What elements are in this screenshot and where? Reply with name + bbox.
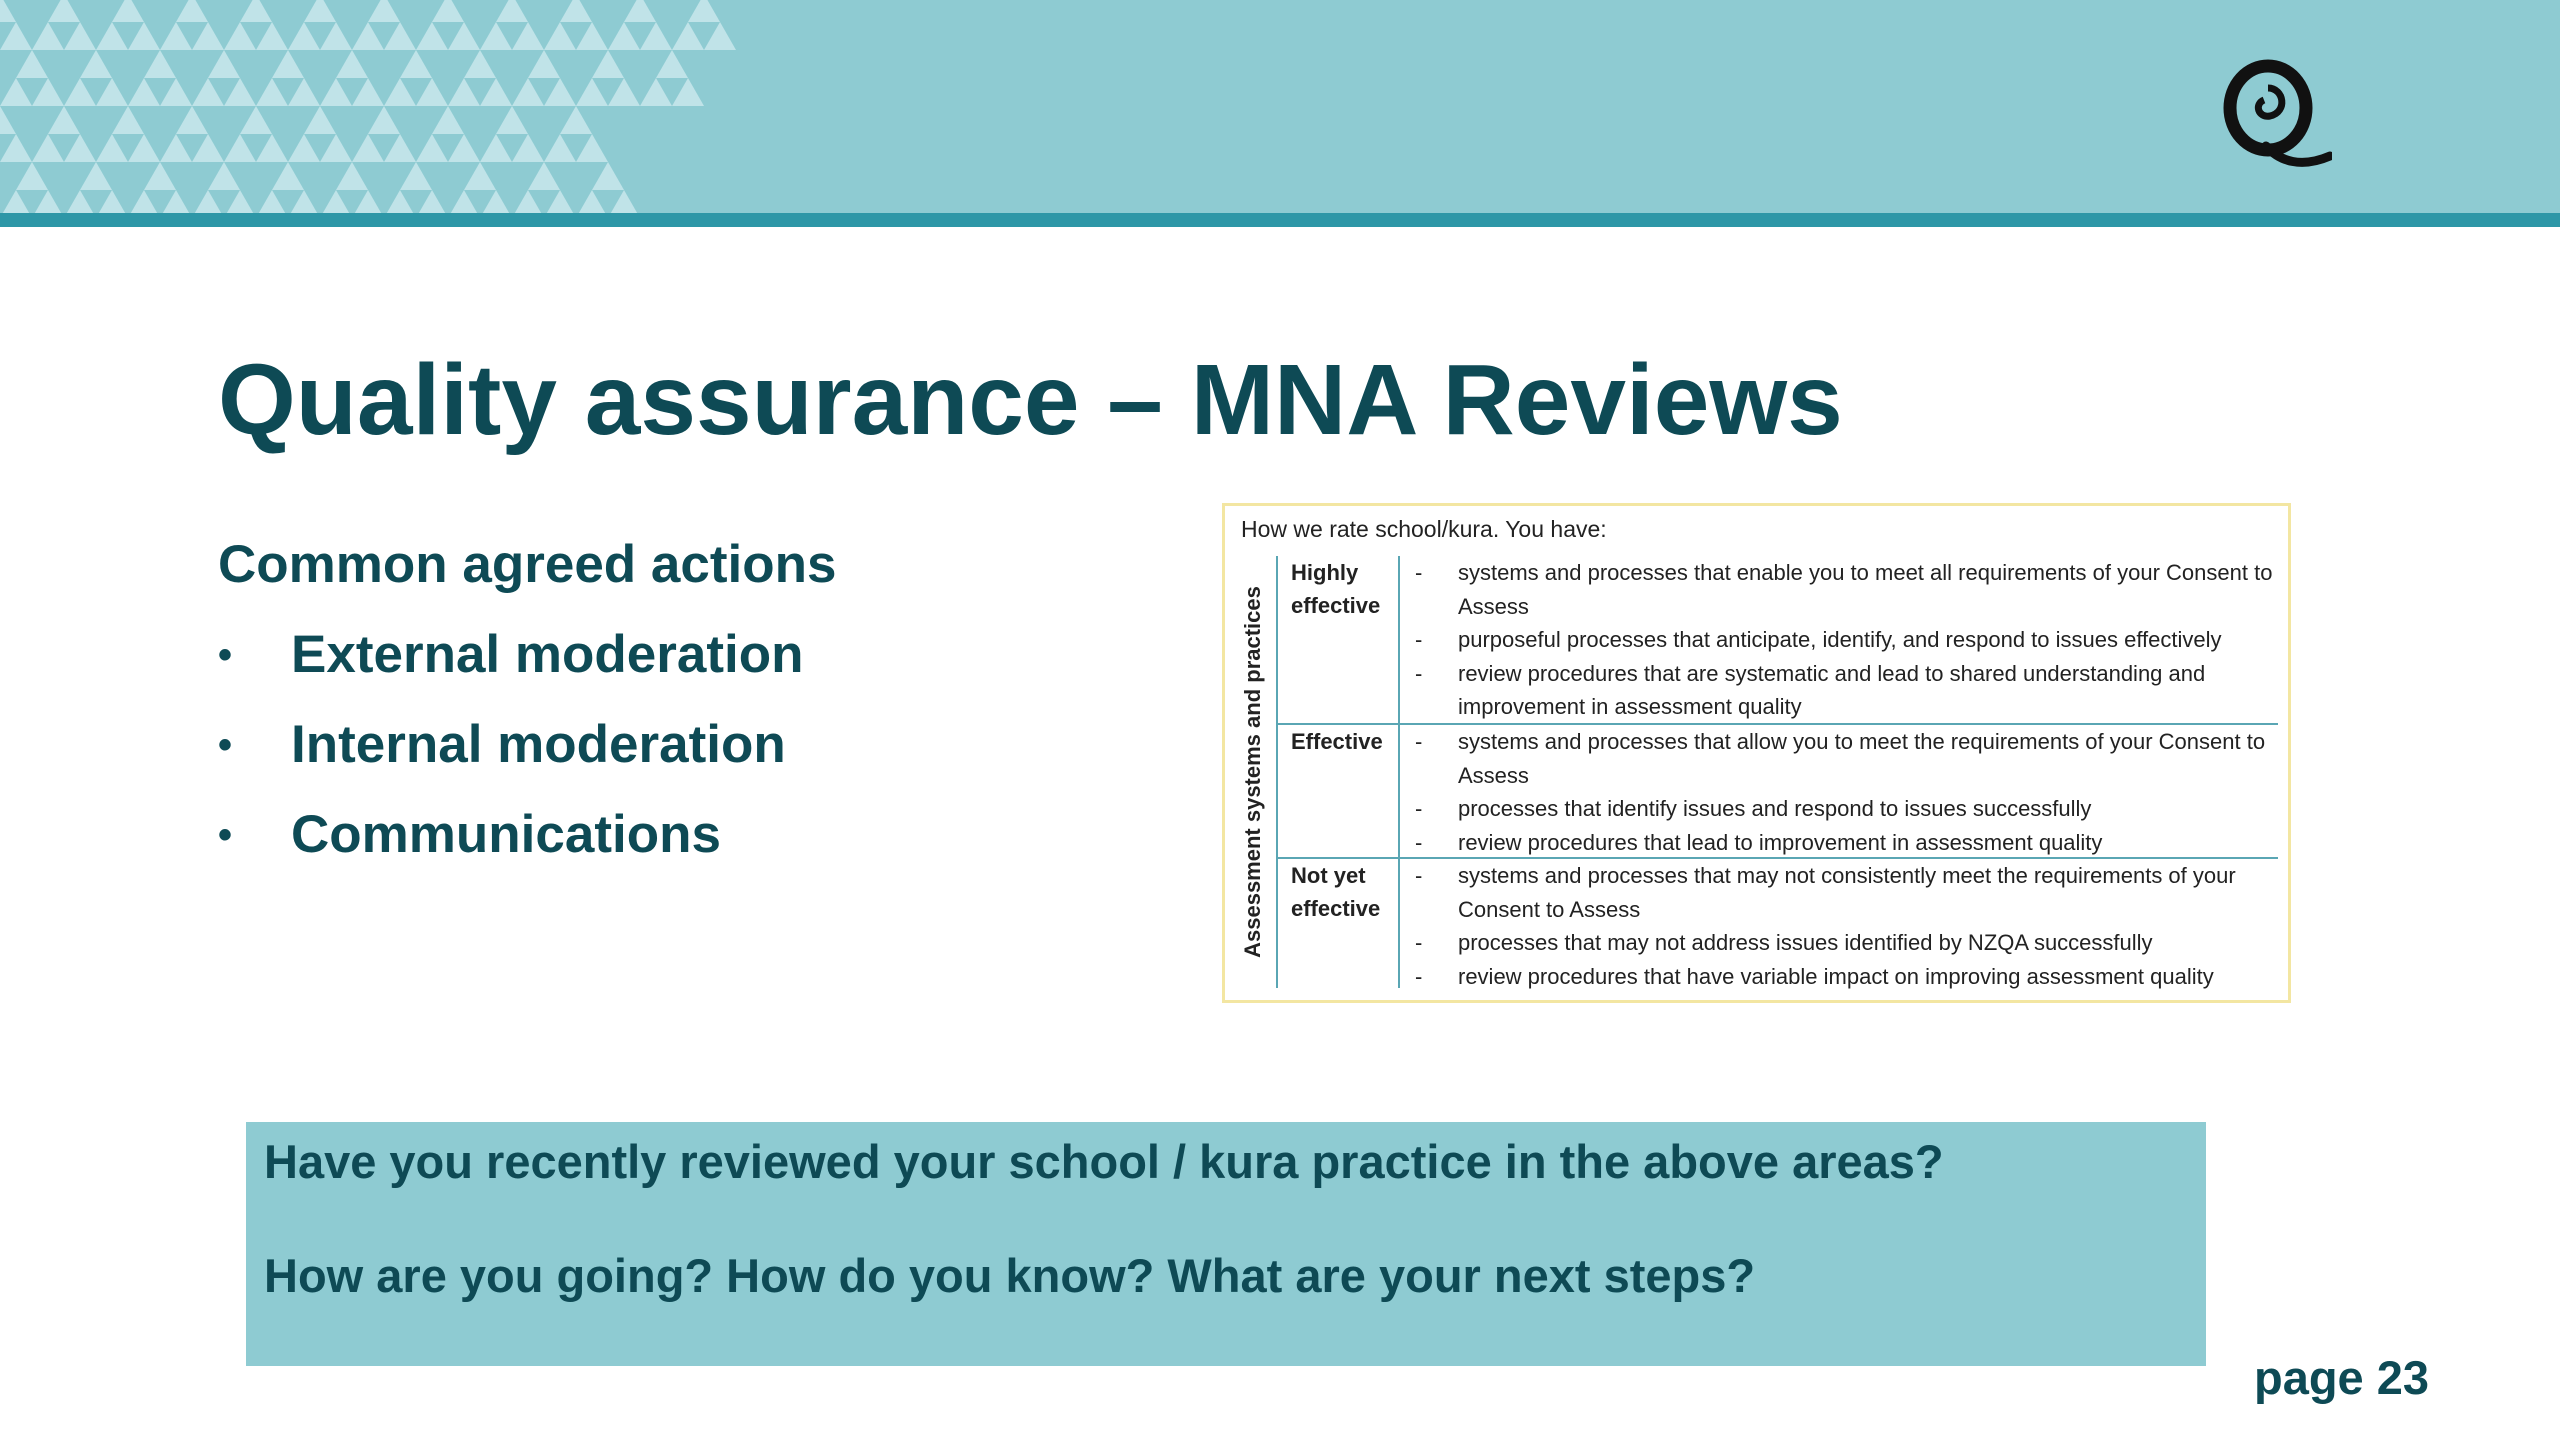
header-band — [0, 0, 2560, 213]
level-name-highly-effective: Highly effective — [1291, 560, 1381, 618]
list-item-label: Communications — [291, 805, 721, 864]
level-descriptions-highly-effective — [1415, 556, 2275, 724]
list-item: - review procedures that are systematic and lead to shared understanding and improvement in assessment quality — [1415, 660, 2206, 719]
question-text: How are you going? How do you know? What are your next steps? — [264, 1249, 1756, 1302]
list-item: - purposeful processes that anticipate, identify, and respond to issues effectively — [1415, 627, 2222, 652]
slide-title: Quality assurance – MNA Reviews — [218, 344, 1843, 456]
section-subtitle: Common agreed actions — [218, 535, 837, 594]
list-item — [218, 715, 803, 805]
list-item-label: Internal moderation — [291, 715, 786, 774]
rating-side-label: Assessment systems and practices — [1240, 586, 1266, 958]
level-name-effective: Effective — [1291, 729, 1383, 754]
level-descriptions-effective — [1415, 725, 2275, 859]
list-item: - review procedures that lead to improvement in assessment quality — [1415, 829, 2103, 855]
rating-table — [1222, 503, 2291, 1003]
list-item: - systems and processes that may not consistently meet the requirements of your Consent to Assess — [1415, 863, 2236, 922]
bullet-icon: • — [218, 813, 233, 857]
list-item: - systems and processes that allow you to meet the requirements of your Consent to Assess — [1415, 729, 2266, 788]
table-divider — [1276, 556, 1278, 988]
level-descriptions-not-yet-effective — [1415, 859, 2275, 993]
list-item: - processes that may not address issues identified by NZQA successfully — [1415, 930, 2153, 955]
table-divider — [1398, 556, 1400, 988]
list-item — [218, 805, 803, 895]
bullet-icon: • — [218, 633, 233, 677]
list-item: - systems and processes that enable you to meet all requirements of your Consent to Assess — [1415, 560, 2273, 619]
action-list — [218, 625, 803, 895]
reflection-questions-box — [246, 1122, 2206, 1366]
page-number: page 23 — [2254, 1351, 2430, 1404]
triangle-pattern-icon — [0, 0, 760, 213]
nzqa-q-logo-icon — [2218, 58, 2332, 170]
list-item: - processes that identify issues and respond to issues successfully — [1415, 796, 2092, 821]
level-name-not-yet-effective: Not yet effective — [1291, 863, 1381, 921]
bullet-icon: • — [218, 723, 233, 767]
list-item-label: External moderation — [291, 625, 804, 684]
question-text: Have you recently reviewed your school / kura practice in the above areas? — [264, 1135, 1944, 1188]
list-item — [218, 625, 803, 715]
list-item: - review procedures that have variable impact on improving assessment quality — [1415, 963, 2214, 989]
rating-table-heading: How we rate school/kura. You have: — [1241, 516, 1607, 542]
header-rule — [0, 213, 2560, 227]
